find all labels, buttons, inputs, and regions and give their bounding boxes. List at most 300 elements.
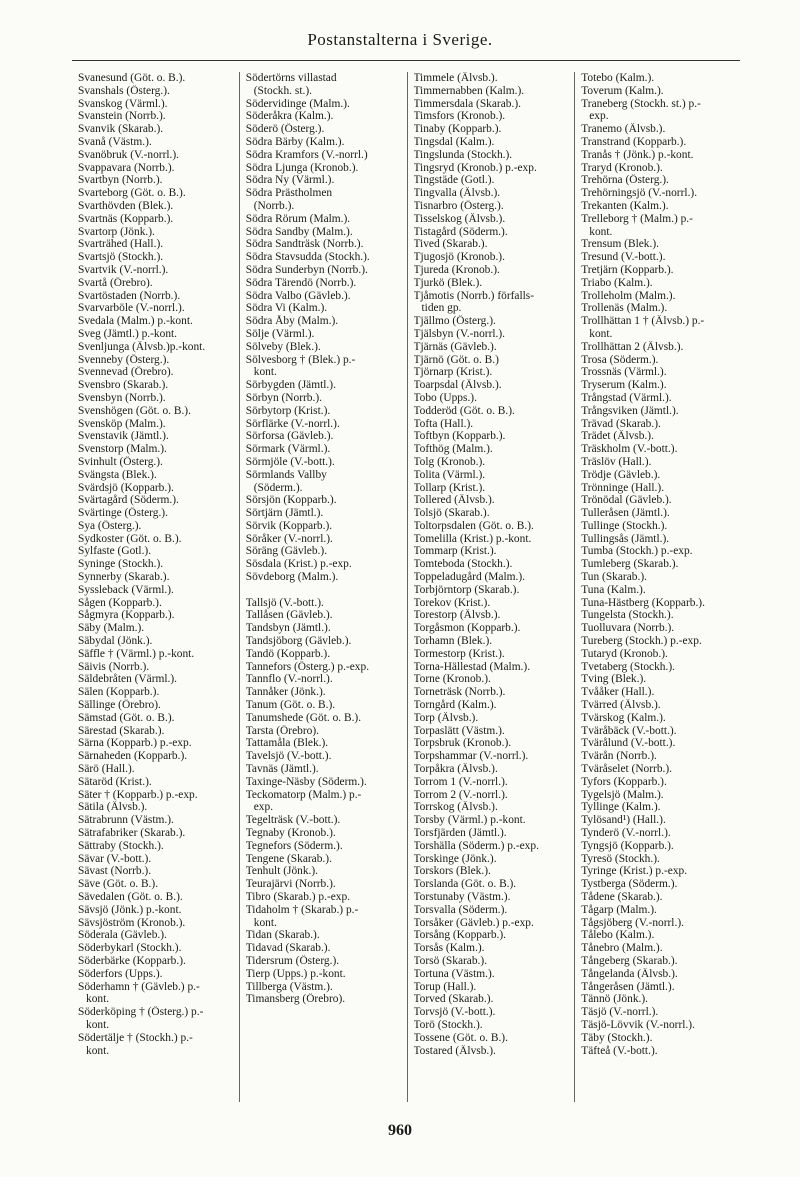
index-entry: Svanesund (Göt. o. B.). — [78, 72, 186, 84]
index-entry: Svartå (Örebro). — [78, 276, 153, 289]
index-entry: Svartnäs (Kopparb.). — [78, 212, 174, 225]
index-entry: Södra Sunderbyn (Norrb.). — [245, 263, 368, 276]
index-entry: Torne (Kronob.). — [413, 673, 491, 686]
index-entry: Tynderö (V.-norrl.). — [581, 827, 671, 840]
index-entry: Svenljunga (Älvsb.)p.-kont. — [78, 340, 206, 353]
index-entry: Taxinge-Näsby (Söderm.). — [245, 775, 367, 788]
index-entry: Tuna (Kalm.). — [581, 583, 646, 596]
index-entry: exp. — [253, 801, 274, 814]
index-entry: Triabo (Kalm.). — [581, 276, 653, 289]
index-entry: Tyfors (Kopparb.). — [581, 775, 667, 788]
index-entry: Trehörningsjö (V.-norrl.). — [581, 187, 698, 200]
index-entry: Tolsjö (Skarab.). — [413, 507, 490, 520]
index-entry: Sävedalen (Göt. o. B.). — [78, 891, 183, 903]
index-entry: Tjureda (Kronob.). — [413, 263, 500, 276]
index-entry: Träslöv (Hall.). — [581, 455, 652, 468]
index-entry: Trångstad (Värml.). — [581, 391, 672, 404]
index-entry: Svensbyn (Norrb.). — [78, 391, 166, 404]
index-entry: Tjugosjö (Kronob.). — [413, 251, 505, 264]
index-entry: Torö (Stockh.). — [413, 1018, 483, 1031]
index-entry: Tierp (Upps.) p.-kont. — [245, 967, 346, 980]
index-entry: Svarthövden (Blek.). — [78, 199, 174, 212]
index-entry: Tostared (Älvsb.). — [413, 1044, 496, 1057]
index-entry: Tollarp (Krist.). — [413, 481, 486, 494]
index-entry: Trelleborg † (Malm.) p.- — [581, 212, 693, 225]
index-entry: Svanshals (Österg.). — [78, 84, 170, 97]
index-entry: Tarsta (Örebro). — [245, 724, 319, 737]
index-entry: Södra Sandträsk (Norrb.). — [245, 238, 364, 251]
index-entry: Torvsjö (V.-bott.). — [413, 1006, 496, 1019]
index-entry: Tandö (Kopparb.). — [245, 647, 331, 660]
page-number: 960 — [388, 1122, 412, 1139]
index-entry: Trävad (Skarab.). — [581, 417, 661, 430]
index-entry: Sävsjöström (Kronob.). — [78, 916, 186, 929]
index-entry: Svanvik (Skarab.). — [78, 123, 164, 136]
index-entry: Tibro (Skarab.) p.-exp. — [245, 891, 351, 903]
index-entry: Svanstein (Norrb.). — [78, 110, 166, 123]
index-entry: Särnaheden (Kopparb.). — [78, 750, 188, 763]
index-columns — [72, 72, 742, 1102]
index-entry: Säter † (Kopparb.) p.-exp. — [78, 788, 198, 801]
index-entry: kont. — [86, 1044, 110, 1057]
index-entry: Sätila (Älvsb.). — [78, 801, 148, 814]
index-entry: Tvärålund (V.-bott.). — [581, 737, 676, 750]
index-entry: Sätrabrunn (Västm.). — [78, 814, 174, 827]
index-entry: Tånebro (Malm.). — [581, 942, 663, 955]
index-entry: Sydkoster (Göt. o. B.). — [78, 532, 182, 545]
index-entry: Svärtinge (Österg.). — [78, 507, 168, 520]
index-entry: Svängsta (Blek.). — [78, 468, 157, 481]
index-entry: Tyresö (Stockh.). — [581, 852, 660, 865]
index-entry: Torsång (Kopparb.). — [413, 929, 507, 942]
index-entry: Tyngsjö (Kopparb.). — [581, 839, 674, 852]
index-entry: Tomelilla (Krist.) p.-kont. — [413, 532, 532, 545]
index-entry: Tvärred (Älvsb.). — [581, 699, 661, 712]
index-entry: Tyllinge (Kalm.). — [581, 801, 661, 814]
index-entry: Svappavara (Norrb.). — [78, 161, 175, 174]
index-entry: Sörforsa (Gävleb.). — [245, 430, 334, 443]
index-entry: Svenstorp (Malm.). — [78, 443, 167, 456]
index-entry: Söderbärke (Kopparb.). — [78, 954, 186, 967]
index-entry: Tattamåla (Blek.). — [245, 737, 329, 750]
index-entry: Svensbro (Skarab.). — [78, 379, 169, 392]
index-entry: Tingsryd (Kronob.) p.-exp. — [413, 161, 537, 174]
index-entry: Tumba (Stockh.) p.-exp. — [581, 545, 693, 558]
index-entry: Syninge (Stockh.). — [78, 558, 164, 571]
index-entry: Svenshögen (Göt. o. B.). — [78, 404, 191, 417]
index-entry: Torhamn (Blek.). — [413, 635, 493, 648]
index-entry: Tanumshede (Göt. o. B.). — [245, 711, 362, 724]
index-entry: Torskinge (Jönk.). — [413, 852, 497, 865]
index-entry: Timsfors (Kronob.). — [413, 110, 506, 123]
index-entry: Sågen (Kopparb.). — [78, 596, 162, 609]
index-entry: Torved (Skarab.). — [413, 993, 494, 1006]
index-entry: Säby (Malm.). — [78, 622, 145, 635]
index-entry: Svärdsjö (Kopparb.). — [78, 481, 174, 494]
index-entry: Tjälsbyn (V.-norrl.). — [413, 327, 506, 340]
index-entry: Tålebo (Kalm.). — [581, 929, 655, 942]
index-entry: Tågsjöberg (V.-norrl.). — [581, 916, 684, 929]
index-entry: Torsfjärden (Jämtl.). — [413, 827, 507, 840]
index-entry: Svanöbruk (V.-norrl.). — [78, 148, 180, 161]
index-entry: Täsjö-Lövvik (V.-norrl.). — [581, 1018, 695, 1031]
index-entry: Toltorpsdalen (Göt. o. B.). — [413, 519, 534, 532]
index-column-2 — [239, 72, 407, 1102]
index-entry: Sätaröd (Krist.). — [78, 775, 152, 788]
index-entry: Tjörnarp (Krist.). — [413, 366, 493, 379]
index-entry: Tungelsta (Stockh.). — [581, 609, 674, 622]
index-entry: Svarträhed (Hall.). — [78, 238, 164, 251]
index-entry: Svartöstaden (Norrb.). — [78, 289, 181, 302]
index-entry: Tännö (Jönk.). — [581, 993, 648, 1006]
index-entry: Svennevad (Örebro). — [78, 366, 174, 379]
index-entry: Trosa (Söderm.). — [581, 353, 659, 366]
index-entry: Synnerby (Skarab.). — [78, 571, 170, 584]
index-entry: Trödje (Gävleb.). — [581, 468, 661, 481]
index-entry: Tofta (Hall.). — [413, 417, 474, 430]
index-entry: Trehörna (Österg.). — [581, 174, 669, 187]
index-entry: Svenneby (Österg.). — [78, 353, 170, 366]
index-entry: Teckomatorp (Malm.) p.- — [245, 788, 362, 801]
index-entry: Torskors (Blek.). — [413, 865, 491, 878]
index-entry: Trönödal (Gävleb.). — [581, 494, 672, 507]
index-entry: Södra Ljunga (Kronob.). — [245, 161, 359, 174]
index-entry: Tresund (V.-bott.). — [581, 251, 666, 264]
index-entry: Timmernabben (Kalm.). — [413, 84, 525, 97]
index-entry: Sälen (Kopparb.). — [78, 686, 160, 699]
index-entry: Traneberg (Stockh. st.) p.- — [581, 97, 701, 110]
index-entry: Trönninge (Hall.). — [581, 481, 665, 494]
index-entry: Tuna-Hästberg (Kopparb.). — [581, 596, 705, 609]
index-entry: Säffle † (Värml.) p.-kont. — [78, 647, 195, 660]
index-entry: Södra Prästholmen — [245, 187, 333, 200]
index-entry: Säve (Göt. o. B.). — [78, 878, 159, 891]
index-entry: kont. — [253, 916, 277, 929]
index-entry: Söderåkra (Kalm.). — [245, 110, 334, 123]
index-entry: Södra Åby (Malm.). — [245, 315, 339, 328]
index-entry: Toppeladugård (Malm.). — [413, 571, 525, 584]
index-entry: Teurajärvi (Norrb.). — [245, 878, 336, 891]
index-entry: Söderfors (Upps.). — [78, 967, 163, 980]
index-entry: Tureberg (Stockh.) p.-exp. — [581, 635, 702, 648]
page-title: Postanstalterna i Sverige. — [307, 30, 493, 49]
index-entry: Sävsjö (Jönk.) p.-kont. — [78, 903, 182, 916]
index-entry: Torsö (Skarab.). — [413, 954, 488, 967]
index-entry: Sätrafabriker (Skarab.). — [78, 827, 186, 840]
index-entry: Torestorp (Älvsb.). — [413, 609, 501, 622]
index-entry: Torsby (Värml.) p.-kont. — [413, 814, 526, 827]
index-entry: Sämstad (Göt. o. B.). — [78, 711, 175, 724]
index-entry: Täby (Stockh.). — [581, 1031, 653, 1044]
index-entry: Sövdeborg (Malm.). — [245, 571, 339, 584]
index-entry: tiden gp. — [421, 302, 462, 315]
index-entry: Tjurkö (Blek.). — [413, 276, 483, 289]
index-entry: Torsåker (Gävleb.) p.-exp. — [413, 916, 534, 929]
index-entry: Tortuna (Västm.). — [413, 967, 495, 980]
index-entry: Tidan (Skarab.). — [245, 929, 320, 942]
index-entry: Tvååker (Hall.). — [581, 686, 655, 699]
index-entry: Torngård (Kalm.). — [413, 699, 497, 712]
index-entry: Tannåker (Jönk.). — [245, 686, 326, 699]
index-entry: Säldebråten (Värml.). — [78, 673, 177, 686]
index-entry: Tjällmo (Österg.). — [413, 315, 496, 328]
index-entry: Tossene (Göt. o. B.). — [413, 1031, 508, 1044]
index-entry: Sylfaste (Gotl.). — [78, 545, 152, 558]
index-entry: Tyringe (Krist.) p.-exp. — [581, 865, 688, 878]
index-entry: Svärtagård (Söderm.). — [78, 494, 179, 507]
index-entry: Tavelsjö (V.-bott.). — [245, 750, 332, 763]
index-entry: Trekanten (Kalm.). — [581, 199, 669, 212]
index-entry: Svartsjö (Stockh.). — [78, 251, 164, 264]
index-entry: Totebo (Kalm.). — [581, 72, 655, 84]
index-column-3 — [407, 72, 575, 1102]
index-entry: Tingslunda (Stockh.). — [413, 148, 513, 161]
index-entry: Särestad (Skarab.). — [78, 724, 165, 737]
index-entry: Sörbytorp (Krist.). — [245, 404, 331, 417]
index-entry: Tullinge (Stockh.). — [581, 519, 668, 532]
index-entry: Tisnarbro (Österg.). — [413, 199, 504, 212]
index-entry: Tryserum (Kalm.). — [581, 379, 667, 392]
index-entry: Svinhult (Österg.). — [78, 455, 163, 468]
index-entry: Tving (Blek.). — [581, 673, 647, 686]
index-entry: Torsås (Kalm.). — [413, 942, 485, 955]
index-entry: Tutaryd (Kronob.). — [581, 647, 668, 660]
index-entry: kont. — [253, 366, 277, 379]
index-entry: Sörmark (Värml.). — [245, 443, 331, 456]
index-entry: Sörtjärn (Jämtl.). — [245, 507, 324, 520]
index-entry: Tun (Skarab.). — [581, 571, 647, 584]
index-entry: Tuolluvara (Norrb.). — [581, 622, 675, 635]
index-entry: Trångsviken (Jämtl.). — [581, 404, 679, 417]
index-entry: Torslanda (Göt. o. B.). — [413, 878, 517, 891]
index-entry: Tångeråsen (Jämtl.). — [581, 980, 675, 993]
index-entry: Säbydal (Jönk.). — [78, 635, 153, 648]
index-entry: Svanskog (Värml.). — [78, 97, 168, 110]
index-entry: Säivis (Norrb.). — [78, 660, 150, 673]
index-entry: Tanum (Göt. o. B.). — [245, 699, 336, 712]
index-entry: Södra Tärendö (Norrb.). — [245, 276, 357, 289]
index-entry: Södra Ny (Värml.). — [245, 174, 335, 187]
index-entry: Täfteå (V.-bott.). — [581, 1044, 658, 1057]
index-entry: Tygelsjö (Malm.). — [581, 788, 664, 801]
index-entry: Torbjörntorp (Skarab.). — [413, 583, 520, 596]
index-entry: Sörbygden (Jämtl.). — [245, 379, 336, 392]
index-entry: Tulleråsen (Jämtl.). — [581, 507, 670, 520]
index-entry: kont. — [589, 327, 613, 340]
index-entry: Sörvik (Kopparb.). — [245, 519, 333, 532]
index-entry: Trollhättan 1 † (Älvsb.) p.- — [581, 315, 705, 328]
index-entry: Södra Vi (Kalm.). — [245, 302, 328, 315]
index-entry: Transtrand (Kopparb.). — [581, 135, 687, 148]
index-entry: Södertörns villastad — [245, 72, 337, 84]
index-entry: Svanå (Västm.). — [78, 135, 152, 148]
index-entry: Tegelträsk (V.-bott.). — [245, 814, 341, 827]
index-entry: Torpsbruk (Kronob.). — [413, 737, 512, 750]
index-entry: Söråker (V.-norrl.). — [245, 532, 333, 545]
index-entry: Torstunaby (Västm.). — [413, 891, 511, 903]
index-entry: Särna (Kopparb.) p.-exp. — [78, 737, 192, 750]
index-entry: Timmele (Älvsb.). — [413, 72, 498, 84]
index-entry: Tingvalla (Älvsb.). — [413, 187, 501, 200]
index-entry: Svartbyn (Norrb.). — [78, 174, 163, 187]
index-entry: Svenstavik (Jämtl.). — [78, 430, 169, 443]
index-entry: Torup (Hall.). — [413, 980, 477, 993]
index-entry: Täsjö (V.-norrl.). — [581, 1006, 659, 1019]
index-entry: Söderbykarl (Stockh.). — [78, 942, 182, 955]
index-entry: Torsvalla (Söderm.). — [413, 903, 508, 916]
index-entry: Tannflo (V.-norrl.). — [245, 673, 333, 686]
index-entry: Söräng (Gävleb.). — [245, 545, 328, 558]
index-entry: Tegnefors (Söderm.). — [245, 839, 343, 852]
index-entry: Södervidinge (Malm.). — [245, 97, 350, 110]
header-rule — [72, 60, 740, 61]
index-entry: Torpåkra (Älvsb.). — [413, 763, 498, 776]
index-entry: Torneträsk (Norrb.). — [413, 686, 506, 699]
index-entry: (Stockh. st.). — [253, 84, 312, 97]
index-entry: Tystberga (Söderm.). — [581, 878, 678, 891]
index-entry: Tingsdal (Kalm.). — [413, 135, 495, 148]
index-entry: Tofthög (Malm.). — [413, 443, 493, 456]
index-entry: Svedala (Malm.) p.-kont. — [78, 315, 193, 328]
index-entry: Söderala (Gävleb.). — [78, 929, 167, 942]
index-entry: Timansberg (Örebro). — [245, 993, 346, 1006]
index-entry: Tived (Skarab.). — [413, 238, 488, 251]
index-entry: Tranemo (Älvsb.). — [581, 123, 666, 136]
index-entry: Tvetaberg (Stockh.). — [581, 660, 675, 673]
index-entry: Svartorp (Jönk.). — [78, 225, 155, 238]
index-entry: Tranås † (Jönk.) p.-kont. — [581, 148, 694, 161]
index-entry: Tågarp (Malm.). — [581, 903, 657, 916]
index-entry: Torgåsmon (Kopparb.). — [413, 622, 521, 635]
index-entry: Sörflärke (V.-norrl.). — [245, 417, 340, 430]
index-entry: Tumleberg (Skarab.). — [581, 558, 679, 571]
index-entry: Sölvesborg † (Blek.) p.- — [245, 353, 356, 366]
index-entry: Trensum (Blek.). — [581, 238, 659, 251]
index-entry: Tådene (Skarab.). — [581, 891, 663, 903]
index-entry: Tommarp (Krist.). — [413, 545, 497, 558]
index-entry: Timmersdala (Skarab.). — [413, 97, 521, 110]
index-entry: Svensköp (Malm.). — [78, 417, 166, 430]
index-entry: Tångelanda (Älvsb.). — [581, 967, 678, 980]
index-entry: Toftbyn (Kopparb.). — [413, 430, 506, 443]
index-entry: Södra Kramfors (V.-norrl.) — [245, 148, 368, 161]
index-entry: Tavnäs (Jämtl.). — [245, 763, 319, 776]
index-entry: Södra Bärby (Kalm.). — [245, 135, 345, 148]
index-entry: Tväråselet (Norrb.). — [581, 763, 673, 776]
index-entry: Tannefors (Österg.) p.-exp. — [245, 660, 370, 673]
index-entry: Svarteborg (Göt. o. B.). — [78, 187, 186, 200]
index-entry: Tegnaby (Kronob.). — [245, 827, 336, 840]
index-entry: Tormestorp (Krist.). — [413, 647, 505, 660]
index-entry: Torna-Hällestad (Malm.). — [413, 660, 531, 673]
index-entry: Tylösand¹) (Hall.). — [581, 814, 666, 827]
index-entry: Tenhult (Jönk.). — [245, 865, 319, 878]
index-entry: Trädet (Älvsb.). — [581, 430, 654, 443]
index-entry: Tullingsås (Jämtl.). — [581, 532, 670, 545]
index-entry: Torshälla (Söderm.) p.-exp. — [413, 839, 539, 852]
index-entry: Tidersrum (Österg.). — [245, 954, 340, 967]
index-entry: Tolita (Värml.). — [413, 468, 486, 481]
index-entry: Sörsjön (Kopparb.). — [245, 494, 337, 507]
index-entry: Torrskog (Älvsb.). — [413, 801, 498, 814]
index-entry: Sågmyra (Kopparb.). — [78, 609, 175, 622]
index-entry: Söderö (Österg.). — [245, 123, 325, 136]
index-entry: Syssleback (Värml.). — [78, 583, 174, 596]
index-entry: Sättraby (Stockh.). — [78, 839, 164, 852]
index-entry: Södra Valbo (Gävleb.). — [245, 289, 351, 302]
index-entry: kont. — [86, 993, 110, 1006]
index-entry: Sörmjöle (V.-bott.). — [245, 455, 335, 468]
index-entry: Trossnäs (Värml.). — [581, 366, 667, 379]
index-entry: Söderköping † (Österg.) p.- — [78, 1006, 204, 1019]
index-entry: Sya (Österg.). — [78, 519, 142, 532]
index-entry: Tvärån (Norrb.). — [581, 750, 657, 763]
index-entry: Svarvarböle (V.-norrl.). — [78, 302, 185, 315]
index-entry: Traryd (Kronob.). — [581, 161, 663, 174]
index-entry: Tingstäde (Gotl.). — [413, 174, 495, 187]
index-entry: Söderhamn † (Gävleb.) p.- — [78, 980, 200, 993]
index-entry: Tallåsen (Gävleb.). — [245, 609, 333, 622]
index-entry: Tistagård (Söderm.). — [413, 225, 508, 238]
index-column-1 — [72, 72, 239, 1102]
index-entry: Torrom 1 (V.-norrl.). — [413, 775, 508, 788]
index-entry: Sveg (Jämtl.) p.-kont. — [78, 327, 178, 340]
index-entry: Tidaholm † (Skarab.) p.- — [245, 903, 359, 916]
index-entry: Särö (Hall.). — [78, 763, 135, 776]
index-entry: Trolleholm (Malm.). — [581, 289, 676, 302]
index-entry: Todderöd (Göt. o. B.). — [413, 404, 515, 417]
index-entry: (Söderm.). — [253, 481, 303, 494]
index-entry: Tångeberg (Skarab.). — [581, 954, 678, 967]
index-entry: Svartvik (V.-norrl.). — [78, 263, 169, 276]
index-column-4 — [574, 72, 742, 1102]
index-entry: Tillberga (Västm.). — [245, 980, 333, 993]
index-entry: Tobo (Upps.). — [413, 391, 477, 404]
index-entry: Tandsbyn (Jämtl.). — [245, 622, 331, 635]
index-entry: Toarpsdal (Älvsb.). — [413, 379, 502, 392]
index-entry: Torekov (Krist.). — [413, 596, 491, 609]
index-entry: Tandsjöborg (Gävleb.). — [245, 635, 352, 648]
index-entry: Sällinge (Örebro). — [78, 699, 161, 712]
index-entry: Tretjärn (Kopparb.). — [581, 263, 674, 276]
index-entry: Sölje (Värml.). — [245, 327, 315, 340]
index-entry: Tisselskog (Älvsb.). — [413, 212, 506, 225]
index-entry: Tjärnö (Göt. o. B.) — [413, 353, 499, 366]
index-entry: Träskholm (V.-bott.). — [581, 443, 678, 456]
index-entry: Tolg (Kronob.). — [413, 455, 486, 468]
index-entry: Sölveby (Blek.). — [245, 340, 321, 353]
index-entry: Tomteboda (Stockh.). — [413, 558, 513, 571]
index-entry: exp. — [589, 110, 609, 123]
index-entry: Tallsjö (V.-bott.). — [245, 596, 324, 609]
index-entry: Torrom 2 (V.-norrl.). — [413, 788, 508, 801]
index-entry: Sörbyn (Norrb.). — [245, 391, 322, 404]
index-entry: Tjåmotis (Norrb.) förfalls- — [413, 289, 535, 302]
index-entry: Tidavad (Skarab.). — [245, 942, 331, 955]
index-entry: Torpaslätt (Västm.). — [413, 724, 505, 737]
index-entry: Torp (Älvsb.). — [413, 711, 479, 724]
index-entry: Tjärnäs (Gävleb.). — [413, 340, 497, 353]
index-entry: kont. — [86, 1018, 110, 1031]
index-entry: (Norrb.). — [253, 199, 295, 212]
index-entry: Sävar (V.-bott.). — [78, 852, 152, 865]
index-entry: Torpshammar (V.-norrl.). — [413, 750, 529, 763]
index-entry: Tvärskog (Kalm.). — [581, 711, 666, 724]
index-entry: Sörmlands Vallby — [245, 468, 327, 481]
index-entry: Tväråbäck (V.-bott.). — [581, 724, 677, 737]
index-entry: Södra Stavsudda (Stockh.). — [245, 251, 370, 264]
index-entry: Toverum (Kalm.). — [581, 84, 664, 97]
